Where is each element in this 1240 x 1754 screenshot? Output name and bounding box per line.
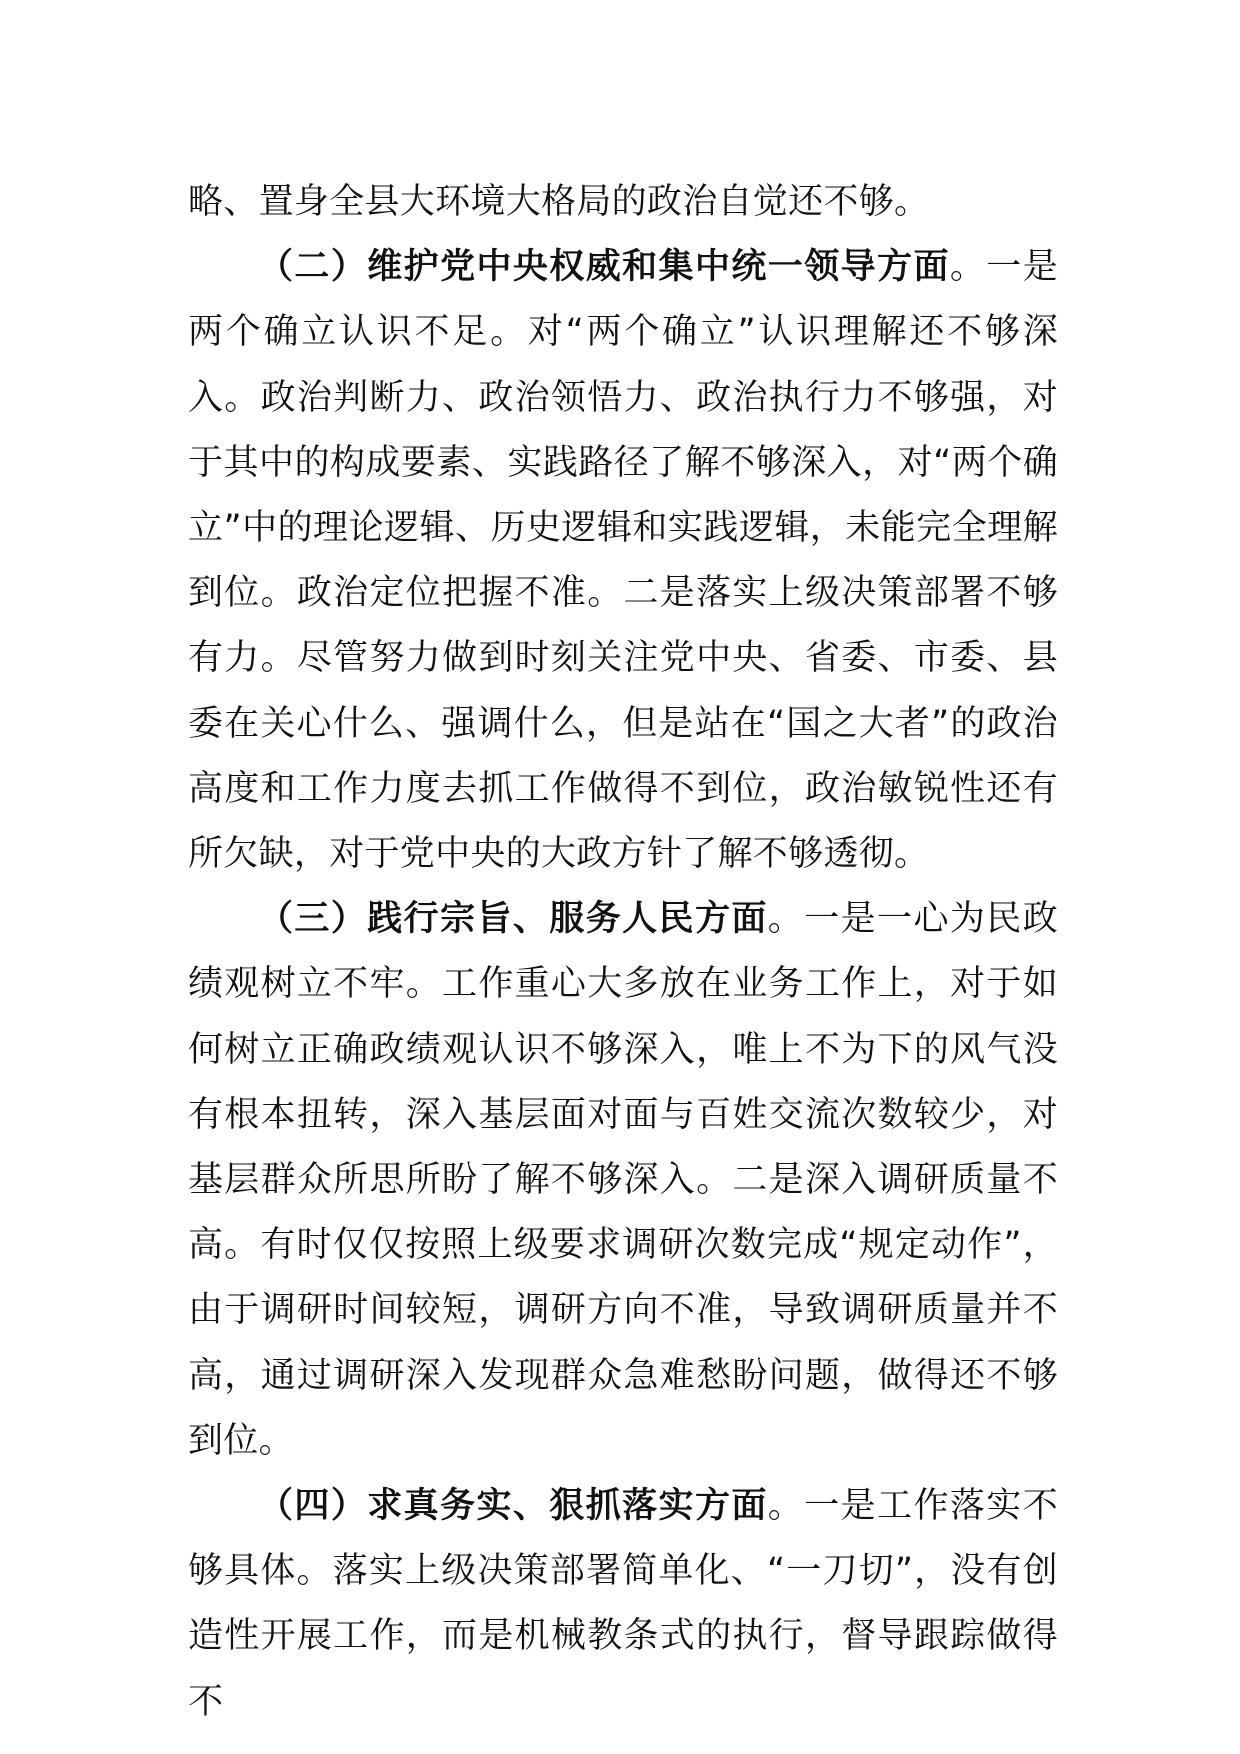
paragraph-continuation bbox=[188, 170, 1058, 235]
paragraph-body: 。一是一心为民政绩观树立不牢。工作重心大多放在业务工作上，对于如何树立正确政绩观认识不够深入，唯上不为下的风气没有根本扭转，深入基层面对面与百姓交流次数较少，对基层群众所思所盼了解不够深入。二是深入调研质量不高。有时仅仅按照上级要求调研次数完成“规定动作”，由于调研时间较短，调研方向不准，导致调研质量并不高，通过调研深入发现群众急难愁盼问题，做得还不够到位。 bbox=[188, 899, 1058, 1461]
section-heading: （四）求真务实、狠抓落实方面 bbox=[258, 1486, 768, 1527]
section-heading: （三）践行宗旨、服务人民方面 bbox=[258, 899, 768, 940]
paragraph-body: 。一是两个确立认识不足。对“两个确立”认识理解还不够深入。政治判断力、政治领悟力、政治执行力不够强，对于其中的构成要素、实践路径了解不够深入，对“两个确立”中的理论逻辑、历史逻辑和实践逻辑，未能完全理解到位。政治定位把握不准。二是落实上级决策部署不够有力。尽管努力做到时刻关注党中央、省委、市委、县委在关心什么、强调什么，但是站在“国之大者”的政治高度和工作力度去抓工作做得不到位，政治敏锐性还有所欠缺，对于党中央的大政方针了解不够透彻。 bbox=[188, 247, 1059, 875]
document-body bbox=[188, 170, 1058, 1735]
paragraph-body: 略、置身全县大环境大格局的政治自觉还不够。 bbox=[188, 182, 930, 222]
paragraph-body: 。一是工作落实不够具体。落实上级决策部署简单化、“一刀切”，没有创造性开展工作，而是机械教条式的执行，督导跟踪做得不 bbox=[188, 1486, 1058, 1722]
section-heading: （二）维护党中央权威和集中统一领导方面 bbox=[258, 247, 950, 288]
paragraph-section-3 bbox=[188, 887, 1058, 1474]
paragraph-section-4 bbox=[188, 1474, 1058, 1735]
paragraph-section-2 bbox=[188, 235, 1058, 887]
